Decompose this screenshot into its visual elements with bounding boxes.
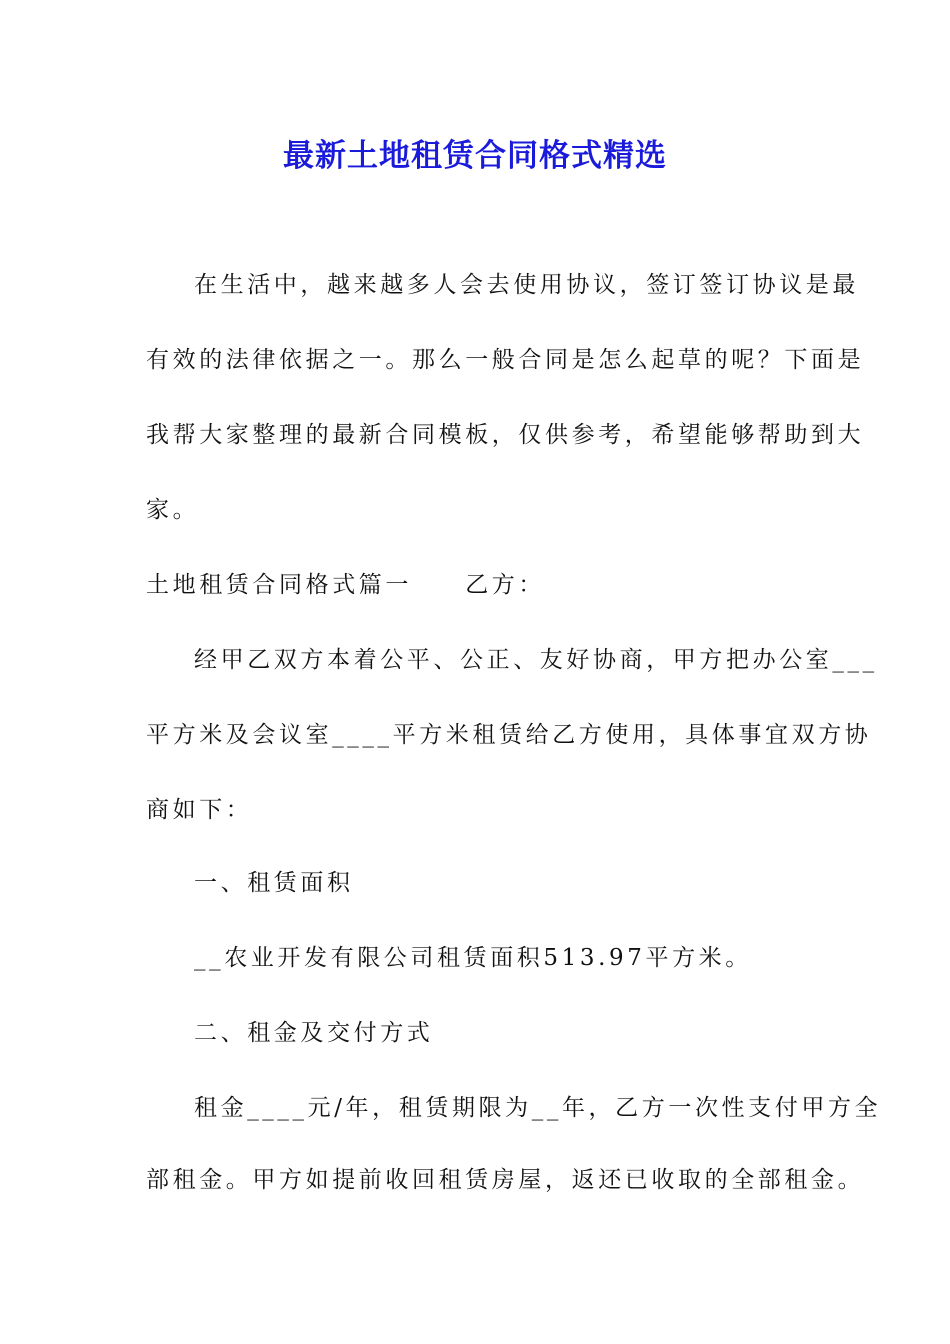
clause-heading-rent-payment: 二、租金及交付方式 bbox=[194, 1020, 434, 1046]
rent-paragraph-line-1: 租金____元/年，租赁期限为__年，乙方一次性支付甲方全 bbox=[194, 1095, 882, 1121]
intro-paragraph-line-4: 家。 bbox=[146, 497, 200, 523]
clause-heading-lease-area: 一、租赁面积 bbox=[194, 870, 354, 896]
intro-paragraph-line-1: 在生活中，越来越多人会去使用协议，签订签订协议是最 bbox=[194, 272, 859, 298]
document-title: 最新土地租赁合同格式精选 bbox=[283, 138, 667, 174]
intro-paragraph-line-3: 我帮大家整理的最新合同模板，仅供参考，希望能够帮助到大 bbox=[146, 422, 865, 448]
agreement-paragraph-line-2: 平方米及会议室____平方米租赁给乙方使用，具体事宜双方协 bbox=[146, 722, 872, 748]
lease-area-text: __农业开发有限公司租赁面积513.97平方米。 bbox=[194, 945, 752, 971]
agreement-paragraph-line-3: 商如下： bbox=[146, 797, 253, 823]
intro-paragraph-line-2: 有效的法律依据之一。那么一般合同是怎么起草的呢？下面是 bbox=[146, 347, 865, 373]
rent-paragraph-line-2: 部租金。甲方如提前收回租赁房屋，返还已收取的全部租金。 bbox=[146, 1167, 865, 1193]
agreement-paragraph-line-1: 经甲乙双方本着公平、公正、友好协商，甲方把办公室___ bbox=[194, 647, 878, 673]
section-heading-part-one: 土地租赁合同格式篇一 乙方： bbox=[146, 572, 545, 598]
